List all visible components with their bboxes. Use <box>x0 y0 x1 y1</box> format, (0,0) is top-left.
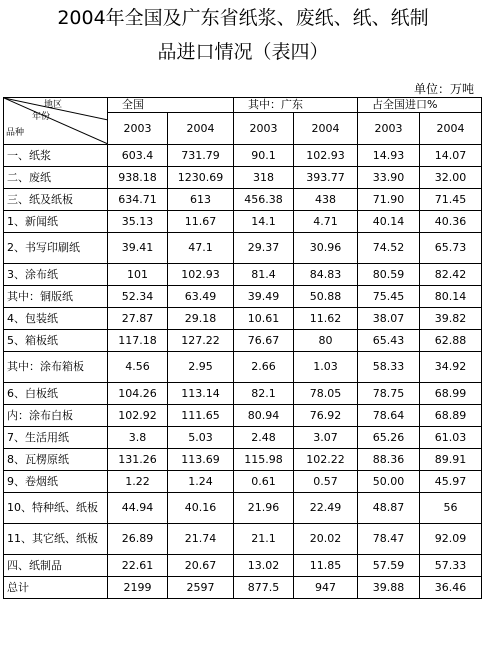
year-header: 2003 <box>108 113 168 145</box>
value-cell: 111.65 <box>168 405 234 427</box>
value-cell: 938.18 <box>108 167 168 189</box>
row-label: 总计 <box>4 577 108 599</box>
value-cell: 32.00 <box>420 167 482 189</box>
value-cell: 14.07 <box>420 145 482 167</box>
value-cell: 113.14 <box>168 383 234 405</box>
value-cell: 52.34 <box>108 286 168 308</box>
value-cell: 26.89 <box>108 524 168 555</box>
value-cell: 1230.69 <box>168 167 234 189</box>
year-header: 2004 <box>420 113 482 145</box>
value-cell: 45.97 <box>420 471 482 493</box>
value-cell: 2.48 <box>234 427 294 449</box>
value-cell: 80.59 <box>358 264 420 286</box>
value-cell: 39.41 <box>108 233 168 264</box>
value-cell: 2.66 <box>234 352 294 383</box>
value-cell: 5.03 <box>168 427 234 449</box>
value-cell: 13.02 <box>234 555 294 577</box>
value-cell: 117.18 <box>108 330 168 352</box>
table-row <box>4 577 482 599</box>
value-cell: 947 <box>294 577 358 599</box>
value-cell: 78.05 <box>294 383 358 405</box>
year-header: 2003 <box>358 113 420 145</box>
value-cell: 39.82 <box>420 308 482 330</box>
import-table <box>3 97 482 599</box>
value-cell: 29.37 <box>234 233 294 264</box>
value-cell: 1.03 <box>294 352 358 383</box>
value-cell: 61.03 <box>420 427 482 449</box>
value-cell: 14.93 <box>358 145 420 167</box>
value-cell: 82.1 <box>234 383 294 405</box>
value-cell: 48.87 <box>358 493 420 524</box>
value-cell: 84.83 <box>294 264 358 286</box>
value-cell: 456.38 <box>234 189 294 211</box>
value-cell: 50.88 <box>294 286 358 308</box>
value-cell: 102.93 <box>168 264 234 286</box>
value-cell: 74.52 <box>358 233 420 264</box>
row-label: 11、其它纸、纸板 <box>4 524 108 555</box>
value-cell: 75.45 <box>358 286 420 308</box>
value-cell: 68.99 <box>420 383 482 405</box>
corner-variety-label: 品种 <box>6 128 25 138</box>
value-cell: 22.61 <box>108 555 168 577</box>
row-label: 10、特种纸、纸板 <box>4 493 108 524</box>
row-label: 4、包装纸 <box>4 308 108 330</box>
value-cell: 603.4 <box>108 145 168 167</box>
title-line-1: 2004年全国及广东省纸浆、废纸、纸、纸制 <box>57 7 429 29</box>
group-header-national: 全国 <box>108 98 234 113</box>
value-cell: 89.91 <box>420 449 482 471</box>
value-cell: 1.22 <box>108 471 168 493</box>
value-cell: 27.87 <box>108 308 168 330</box>
row-label: 一、纸浆 <box>4 145 108 167</box>
value-cell: 0.57 <box>294 471 358 493</box>
value-cell: 80.14 <box>420 286 482 308</box>
value-cell: 11.62 <box>294 308 358 330</box>
row-label: 8、瓦楞原纸 <box>4 449 108 471</box>
value-cell: 35.13 <box>108 211 168 233</box>
table-row <box>4 449 482 471</box>
value-cell: 731.79 <box>168 145 234 167</box>
row-label: 2、书写印刷纸 <box>4 233 108 264</box>
row-label: 1、新闻纸 <box>4 211 108 233</box>
value-cell: 40.16 <box>168 493 234 524</box>
value-cell: 127.22 <box>168 330 234 352</box>
value-cell: 78.47 <box>358 524 420 555</box>
value-cell: 877.5 <box>234 577 294 599</box>
table-row <box>4 189 482 211</box>
group-header-share: 占全国进口% <box>358 98 482 113</box>
value-cell: 102.22 <box>294 449 358 471</box>
value-cell: 81.4 <box>234 264 294 286</box>
value-cell: 38.07 <box>358 308 420 330</box>
table-row <box>4 471 482 493</box>
value-cell: 102.92 <box>108 405 168 427</box>
table-row <box>4 233 482 264</box>
row-label: 二、废纸 <box>4 167 108 189</box>
value-cell: 14.1 <box>234 211 294 233</box>
value-cell: 57.59 <box>358 555 420 577</box>
value-cell: 88.36 <box>358 449 420 471</box>
value-cell: 634.71 <box>108 189 168 211</box>
row-label: 其中：涂布箱板 <box>4 352 108 383</box>
value-cell: 2597 <box>168 577 234 599</box>
corner-region-label: 地区 <box>44 100 63 110</box>
value-cell: 11.67 <box>168 211 234 233</box>
corner-header-cell <box>4 98 108 145</box>
value-cell: 20.67 <box>168 555 234 577</box>
value-cell: 56 <box>420 493 482 524</box>
value-cell: 4.56 <box>108 352 168 383</box>
value-cell: 40.14 <box>358 211 420 233</box>
value-cell: 90.1 <box>234 145 294 167</box>
value-cell: 57.33 <box>420 555 482 577</box>
value-cell: 65.26 <box>358 427 420 449</box>
year-header: 2004 <box>168 113 234 145</box>
table-row <box>4 493 482 524</box>
value-cell: 115.98 <box>234 449 294 471</box>
value-cell: 2199 <box>108 577 168 599</box>
value-cell: 71.90 <box>358 189 420 211</box>
value-cell: 65.43 <box>358 330 420 352</box>
value-cell: 80 <box>294 330 358 352</box>
table-row <box>4 405 482 427</box>
value-cell: 393.77 <box>294 167 358 189</box>
value-cell: 40.36 <box>420 211 482 233</box>
value-cell: 21.96 <box>234 493 294 524</box>
value-cell: 10.61 <box>234 308 294 330</box>
table-row <box>4 264 482 286</box>
unit-label: 单位：万吨 <box>413 82 474 96</box>
value-cell: 131.26 <box>108 449 168 471</box>
value-cell: 20.02 <box>294 524 358 555</box>
table-row <box>4 383 482 405</box>
value-cell: 30.96 <box>294 233 358 264</box>
value-cell: 68.89 <box>420 405 482 427</box>
row-label: 三、纸及纸板 <box>4 189 108 211</box>
year-header: 2003 <box>234 113 294 145</box>
row-label: 6、白板纸 <box>4 383 108 405</box>
value-cell: 44.94 <box>108 493 168 524</box>
table-row <box>4 352 482 383</box>
value-cell: 36.46 <box>420 577 482 599</box>
value-cell: 33.90 <box>358 167 420 189</box>
table-row <box>4 211 482 233</box>
value-cell: 438 <box>294 189 358 211</box>
value-cell: 11.85 <box>294 555 358 577</box>
value-cell: 2.95 <box>168 352 234 383</box>
value-cell: 76.67 <box>234 330 294 352</box>
table-row <box>4 308 482 330</box>
table-row <box>4 167 482 189</box>
value-cell: 21.74 <box>168 524 234 555</box>
value-cell: 71.45 <box>420 189 482 211</box>
value-cell: 613 <box>168 189 234 211</box>
value-cell: 113.69 <box>168 449 234 471</box>
table-row <box>4 427 482 449</box>
value-cell: 80.94 <box>234 405 294 427</box>
value-cell: 3.07 <box>294 427 358 449</box>
row-label: 7、生活用纸 <box>4 427 108 449</box>
value-cell: 104.26 <box>108 383 168 405</box>
value-cell: 4.71 <box>294 211 358 233</box>
value-cell: 76.92 <box>294 405 358 427</box>
value-cell: 1.24 <box>168 471 234 493</box>
year-header: 2004 <box>294 113 358 145</box>
value-cell: 3.8 <box>108 427 168 449</box>
row-label: 其中：铜版纸 <box>4 286 108 308</box>
value-cell: 22.49 <box>294 493 358 524</box>
value-cell: 34.92 <box>420 352 482 383</box>
group-header-guangdong: 其中：广东 <box>234 98 358 113</box>
value-cell: 82.42 <box>420 264 482 286</box>
table-row <box>4 555 482 577</box>
row-label: 5、箱板纸 <box>4 330 108 352</box>
table-row <box>4 330 482 352</box>
row-label: 9、卷烟纸 <box>4 471 108 493</box>
row-label: 四、纸制品 <box>4 555 108 577</box>
value-cell: 50.00 <box>358 471 420 493</box>
value-cell: 47.1 <box>168 233 234 264</box>
table-row <box>4 524 482 555</box>
value-cell: 58.33 <box>358 352 420 383</box>
table-row <box>4 286 482 308</box>
row-label: 内：涂布白板 <box>4 405 108 427</box>
value-cell: 78.64 <box>358 405 420 427</box>
value-cell: 102.93 <box>294 145 358 167</box>
value-cell: 78.75 <box>358 383 420 405</box>
value-cell: 0.61 <box>234 471 294 493</box>
table-row <box>4 145 482 167</box>
value-cell: 62.88 <box>420 330 482 352</box>
value-cell: 92.09 <box>420 524 482 555</box>
value-cell: 39.88 <box>358 577 420 599</box>
value-cell: 21.1 <box>234 524 294 555</box>
value-cell: 65.73 <box>420 233 482 264</box>
row-label: 3、涂布纸 <box>4 264 108 286</box>
value-cell: 318 <box>234 167 294 189</box>
corner-year-label: 年份 <box>32 112 51 122</box>
value-cell: 29.18 <box>168 308 234 330</box>
value-cell: 101 <box>108 264 168 286</box>
title-line-2: 品进口情况（表四） <box>157 41 329 63</box>
value-cell: 39.49 <box>234 286 294 308</box>
value-cell: 63.49 <box>168 286 234 308</box>
